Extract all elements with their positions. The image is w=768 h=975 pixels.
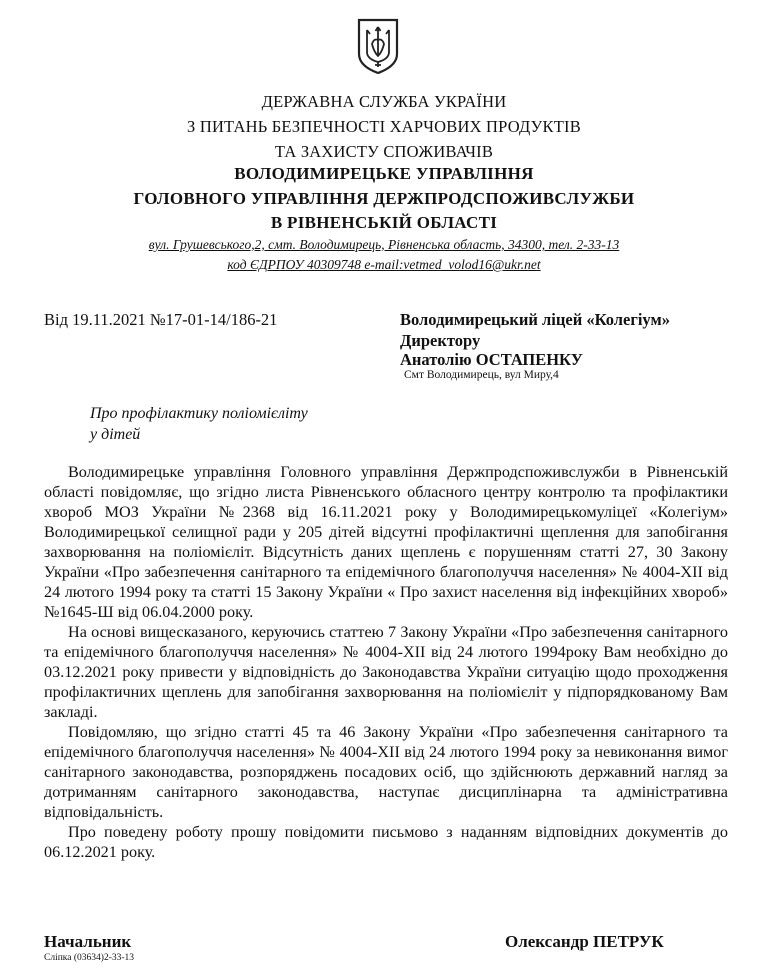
body-paragraph-3: Повідомляю, що згідно статті 45 та 46 Закону України «Про забезпечення санітарного та епідемічного благополуччя населення» № 4004-XII від 24 лютого 1994 року за невиконання вимог санітарного законодавства, розпоряджень посадових осіб, що здійснюють державний нагляд за дотриманням санітарного законодавства, наступає дисциплінарна та адміністративна відповідальність. (44, 723, 728, 821)
letterhead-codes: код ЄДРПОУ 40309748 e-mail:vetmed_volod16@ukr.net (227, 257, 541, 272)
coat-of-arms-icon (356, 18, 400, 74)
letter-body (44, 462, 728, 862)
body-paragraph-4: Про поведену роботу прошу повідомити письмово з наданням відповідних документів до 06.12.2021 року. (44, 823, 728, 861)
letterhead-line-6: В РІВНЕНСЬКІЙ ОБЛАСТІ (270, 213, 498, 232)
signature-name: Олександр ПЕТРУК (505, 932, 664, 951)
letterhead-line-3: ТА ЗАХИСТУ СПОЖИВАЧІВ (274, 142, 494, 161)
date-number: Від 19.11.2021 №17-01-14/186-21 (44, 310, 278, 329)
body-paragraph-1: Володимирецьке управління Головного управління Держпродспоживслужби в Рівненській області повідомляє, що згідно листа Рівненського обласного центру контролю та профілактики хвороб МОЗ України №2368 від 16.11.2021 року у Володимирецькомуліцеї «Колегіум» Володимирецької селищної ради у 205 дітей відсутні профілактичні щеплення для запобігання захворювання на поліомієліт. Відсутність даних щеплень є порушенням статті 27, 30 Закону України «Про забезпечення санітарного та епідемічного благополуччя населення» № 4004-XII від 24 лютого 1994 року та статті 15 Закону України « Про захист населення від інфекційних хвороб» №1645-Ш від 06.04.2000 року. (44, 463, 728, 621)
subject-line-2: у дітей (90, 426, 141, 443)
letterhead-address: вул. Грушевського,2, смт. Володимирець, Рівненська область, 34300, тел. 2-33-13 (148, 237, 620, 252)
letterhead-line-5: ГОЛОВНОГО УПРАВЛІННЯ ДЕРЖПРОДСПОЖИВСЛУЖБИ (133, 189, 635, 208)
letterhead-line-4: ВОЛОДИМИРЕЦЬКЕ УПРАВЛІННЯ (234, 164, 534, 183)
footer-contact: Сліпка (03634)2-33-13 (44, 953, 135, 963)
letterhead-line-1: ДЕРЖАВНА СЛУЖБА УКРАЇНИ (261, 92, 507, 111)
recipient-org: Володимирецький ліцей «Колегіум» (400, 310, 670, 329)
recipient-address: Смт Володимирець, вул Миру,4 (404, 369, 559, 381)
recipient-name: Анатолію ОСТАПЕНКУ (400, 350, 583, 369)
signature-title: Начальник (44, 932, 132, 951)
recipient-position: Директору (400, 331, 481, 350)
subject-line-1: Про профілактику поліомієліту (90, 405, 308, 422)
body-paragraph-2: На основі вищесказаного, керуючись статтею 7 Закону України «Про забезпечення санітарного та епідемічного благополуччя населення» № 4004-XII від 24 лютого 1994року Вам необхідно до 03.12.2021 року привести у відповідність до Законодавства України ситуацію щодо проходження профілактичних щеплень для запобігання захворювання на поліомієліт у підпорядкованому Вам закладі. (44, 623, 728, 721)
letterhead-line-2: З ПИТАНЬ БЕЗПЕЧНОСТІ ХАРЧОВИХ ПРОДУКТІВ (187, 117, 581, 136)
